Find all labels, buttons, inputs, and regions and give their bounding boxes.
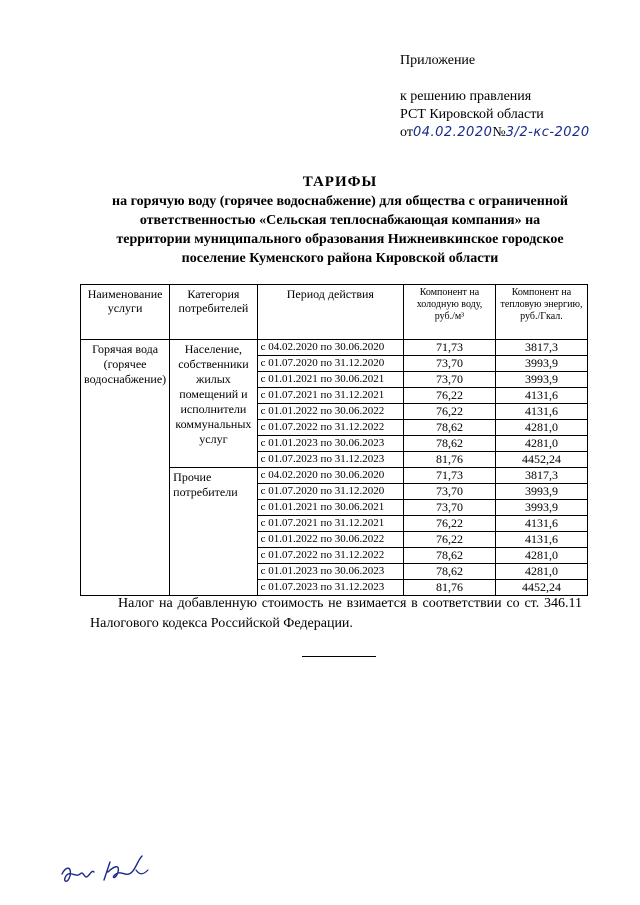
document-heading bbox=[70, 172, 610, 268]
cold-water-cell: 73,70 bbox=[403, 484, 495, 500]
cold-water-cell: 73,70 bbox=[403, 372, 495, 388]
appendix-title: Приложение bbox=[400, 53, 476, 68]
header-category: Категория потребителей bbox=[170, 285, 258, 340]
document-subtitle-line-2: ответственностью «Сельская теплоснабжающая компания» на bbox=[139, 213, 541, 228]
heat-cell: 4452,24 bbox=[495, 580, 587, 596]
cold-water-cell: 76,22 bbox=[403, 532, 495, 548]
period-cell: с 01.07.2022 по 31.12.2022 bbox=[257, 548, 403, 564]
period-cell: с 01.01.2023 по 30.06.2023 bbox=[257, 564, 403, 580]
period-cell: с 01.01.2022 по 30.06.2022 bbox=[257, 532, 403, 548]
period-cell: с 01.07.2023 по 31.12.2023 bbox=[257, 452, 403, 468]
period-cell: с 01.07.2022 по 31.12.2022 bbox=[257, 420, 403, 436]
table-header-row bbox=[81, 285, 588, 340]
cold-water-cell: 78,62 bbox=[403, 564, 495, 580]
service-name-cell: Горячая вода (горячее водоснабжение) bbox=[81, 340, 170, 596]
appendix-number-prefix: № bbox=[492, 125, 506, 140]
header-period: Период действия bbox=[257, 285, 403, 340]
heat-cell: 3817,3 bbox=[495, 340, 587, 356]
heat-cell: 3817,3 bbox=[495, 468, 587, 484]
document-title: ТАРИФЫ bbox=[302, 174, 378, 190]
cold-water-cell: 76,22 bbox=[403, 516, 495, 532]
appendix-from-prefix: от bbox=[400, 125, 413, 140]
header-cold-water-component: Компонент на холодную воду, руб./м³ bbox=[403, 285, 495, 340]
signature-scribble-icon bbox=[58, 852, 178, 892]
heat-cell: 4281,0 bbox=[495, 420, 587, 436]
document-subtitle-line-1: на горячую воду (горячее водоснабжение) для общества с ограниченной bbox=[112, 194, 568, 209]
cold-water-cell: 76,22 bbox=[403, 404, 495, 420]
period-cell: с 01.07.2021 по 31.12.2021 bbox=[257, 388, 403, 404]
heat-cell: 3993,9 bbox=[495, 372, 587, 388]
header-service: Наименование услуги bbox=[81, 285, 170, 340]
period-cell: с 04.02.2020 по 30.06.2020 bbox=[257, 340, 403, 356]
period-cell: с 01.01.2021 по 30.06.2021 bbox=[257, 500, 403, 516]
appendix-date-line bbox=[400, 124, 590, 142]
document-subtitle-line-4: поселение Куменского района Кировской области bbox=[181, 251, 499, 266]
heat-cell: 3993,9 bbox=[495, 484, 587, 500]
heat-cell: 4281,0 bbox=[495, 436, 587, 452]
cold-water-cell: 78,62 bbox=[403, 436, 495, 452]
category-other-cell: Прочие потребители bbox=[170, 468, 258, 596]
tariffs-table bbox=[80, 284, 588, 596]
cold-water-cell: 76,22 bbox=[403, 388, 495, 404]
heat-cell: 4452,24 bbox=[495, 452, 587, 468]
period-cell: с 01.07.2021 по 31.12.2021 bbox=[257, 516, 403, 532]
appendix-block bbox=[400, 52, 590, 142]
handwritten-signature bbox=[58, 852, 178, 897]
cold-water-cell: 78,62 bbox=[403, 420, 495, 436]
period-cell: с 01.01.2023 по 30.06.2023 bbox=[257, 436, 403, 452]
cold-water-cell: 71,73 bbox=[403, 340, 495, 356]
period-cell: с 01.07.2023 по 31.12.2023 bbox=[257, 580, 403, 596]
header-heat-component: Компонент на тепловую энергию, руб./Гкал. bbox=[495, 285, 587, 340]
heat-cell: 3993,9 bbox=[495, 500, 587, 516]
period-cell: с 01.01.2021 по 30.06.2021 bbox=[257, 372, 403, 388]
cold-water-cell: 73,70 bbox=[403, 356, 495, 372]
heat-cell: 4131,6 bbox=[495, 516, 587, 532]
heat-cell: 4281,0 bbox=[495, 564, 587, 580]
appendix-authority-line: РСТ Кировской области bbox=[400, 107, 544, 122]
period-cell: с 04.02.2020 по 30.06.2020 bbox=[257, 468, 403, 484]
category-population-cell: Население, собственники жилых помещений и исполнители коммунальных услуг bbox=[170, 340, 258, 468]
appendix-decision-line: к решению правления bbox=[400, 89, 532, 104]
heat-cell: 4131,6 bbox=[495, 388, 587, 404]
heat-cell: 4131,6 bbox=[495, 532, 587, 548]
cold-water-cell: 71,73 bbox=[403, 468, 495, 484]
period-cell: с 01.07.2020 по 31.12.2020 bbox=[257, 484, 403, 500]
handwritten-number: 3/2-кс-2020 bbox=[505, 125, 590, 140]
heat-cell: 4281,0 bbox=[495, 548, 587, 564]
cold-water-cell: 81,76 bbox=[403, 452, 495, 468]
table-row bbox=[81, 340, 588, 356]
document-subtitle-line-3: территории муниципального образования Нижнеивкинское городское bbox=[116, 232, 564, 247]
heat-cell: 3993,9 bbox=[495, 356, 587, 372]
cold-water-cell: 78,62 bbox=[403, 548, 495, 564]
closing-divider bbox=[302, 656, 376, 657]
vat-note: Налог на добавленную стоимость не взимается в соответствии со ст. 346.11 Налогового кодекса Российской Федерации. bbox=[90, 596, 582, 631]
cold-water-cell: 73,70 bbox=[403, 500, 495, 516]
handwritten-date: 04.02.2020 bbox=[412, 125, 493, 140]
period-cell: с 01.07.2020 по 31.12.2020 bbox=[257, 356, 403, 372]
heat-cell: 4131,6 bbox=[495, 404, 587, 420]
cold-water-cell: 81,76 bbox=[403, 580, 495, 596]
period-cell: с 01.01.2022 по 30.06.2022 bbox=[257, 404, 403, 420]
